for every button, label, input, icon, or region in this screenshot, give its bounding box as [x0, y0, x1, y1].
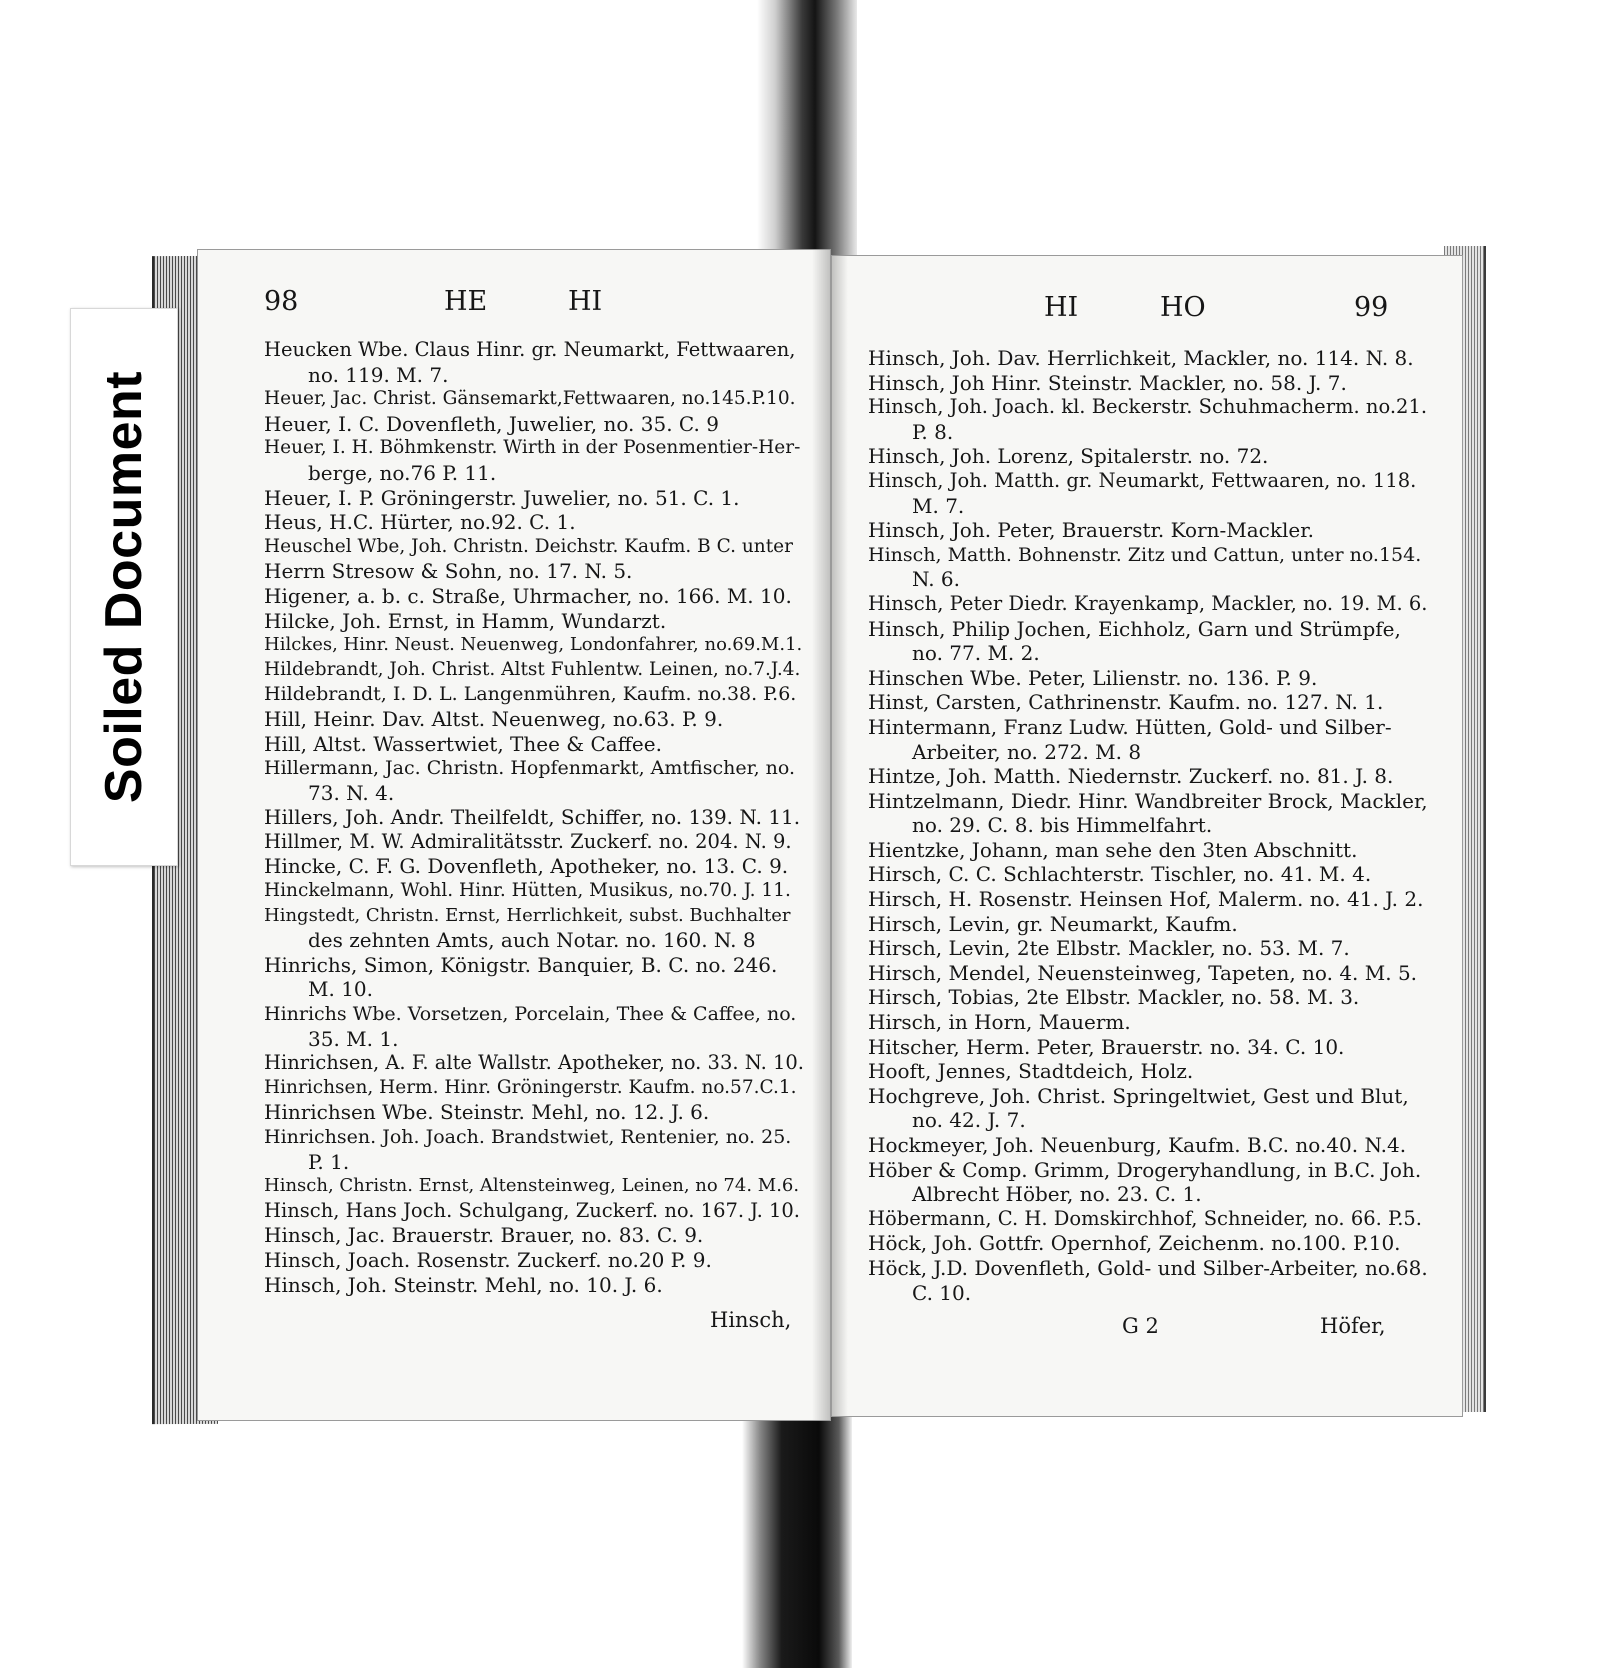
directory-line: Hirsch, C. C. Schlachterstr. Tischler, no. 41. M. 4.: [868, 862, 1372, 887]
gutter-shadow: [812, 250, 830, 1420]
directory-line: P. 1.: [308, 1149, 350, 1174]
directory-line: Hinsch, Joh. Joach. kl. Beckerstr. Schuhmacherm. no.21.: [868, 395, 1428, 419]
directory-line: berge, no.76 P. 11.: [308, 460, 497, 485]
directory-line: Hinsch, Peter Diedr. Krayenkamp, Mackler, no. 19. M. 6.: [868, 591, 1428, 615]
directory-line: Hill, Heinr. Dav. Altst. Neuenweg, no.63. P. 9.: [264, 706, 724, 731]
directory-line: Arbeiter, no. 272. M. 8: [912, 739, 1142, 764]
directory-line: Hinsch, Hans Joch. Schulgang, Zuckerf. no. 167. J. 10.: [264, 1198, 801, 1222]
catchword: Hinsch,: [710, 1308, 792, 1332]
gutter-shadow: [832, 256, 848, 1416]
right-page: [832, 256, 1462, 1416]
directory-line: no. 42. J. 7.: [912, 1108, 1026, 1133]
directory-line: Albrecht Höber, no. 23. C. 1.: [912, 1182, 1202, 1207]
directory-line: Hirsch, H. Rosenstr. Heinsen Hof, Malerm. no. 41. J. 2.: [868, 887, 1424, 912]
directory-line: Hintermann, Franz Ludw. Hütten, Gold- und Silber-: [868, 714, 1392, 739]
directory-line: M. 10.: [308, 977, 373, 1002]
right-page-header: [832, 292, 1462, 332]
soiled-document-stamp: [70, 308, 178, 866]
directory-line: 73. N. 4.: [308, 780, 395, 805]
running-head-start: HE: [444, 286, 488, 317]
directory-line: Heuer, I. H. Böhmkenstr. Wirth in der Posenmentier-Her-: [264, 437, 801, 459]
directory-line: Higener, a. b. c. Straße, Uhrmacher, no. 166. M. 10.: [264, 583, 792, 608]
directory-line: Hooft, Jennes, Stadtdeich, Holz.: [868, 1059, 1194, 1084]
directory-line: Hitscher, Herm. Peter, Brauerstr. no. 34. C. 10.: [868, 1034, 1345, 1059]
directory-line: Hinsch, Joh Hinr. Steinstr. Mackler, no. 58. J. 7.: [868, 370, 1347, 395]
directory-line: Hinsch, Joh. Steinstr. Mehl, no. 10. J. 6.: [264, 1272, 663, 1297]
directory-line: M. 7.: [912, 493, 965, 518]
directory-line: Hill, Altst. Wassertwiet, Thee & Caffee.: [264, 731, 662, 756]
directory-line: Hirsch, Mendel, Neuensteinweg, Tapeten, no. 4. M. 5.: [868, 960, 1418, 985]
directory-line: Hirsch, Tobias, 2te Elbstr. Mackler, no. 58. M. 3.: [868, 985, 1360, 1010]
directory-line: Heucken Wbe. Claus Hinr. gr. Neumarkt, Fettwaaren,: [264, 338, 796, 361]
book-spine-top: [757, 0, 857, 260]
directory-line: no. 29. C. 8. bis Himmelfahrt.: [912, 813, 1213, 838]
signature-mark: G 2: [1122, 1314, 1159, 1338]
directory-line: Hilcke, Joh. Ernst, in Hamm, Wundarzt.: [264, 608, 667, 633]
page-number: 98: [264, 286, 299, 317]
directory-line: Hinrichsen, A. F. alte Wallstr. Apotheker, no. 33. N. 10.: [264, 1051, 804, 1075]
directory-line: Hincke, C. F. G. Dovenfleth, Apotheker, no. 13. C. 9.: [264, 854, 789, 879]
directory-line: Hildebrandt, I. D. L. Langenmühren, Kaufm. no.38. P.6.: [264, 683, 797, 706]
directory-line: Herrn Stresow & Sohn, no. 17. N. 5.: [264, 559, 633, 584]
stamp-label: Soiled Document: [95, 370, 153, 804]
directory-line: Hinrichsen, Herm. Hinr. Gröningerstr. Kaufm. no.57.C.1.: [264, 1076, 797, 1098]
directory-line: Hildebrandt, Joh. Christ. Altst Fuhlentw. Leinen, no.7.J.4.: [264, 658, 801, 680]
directory-line: Hillers, Joh. Andr. Theilfeldt, Schiffer, no. 139. N. 11.: [264, 805, 801, 830]
directory-line: Heus, H.C. Hürter, no.92. C. 1.: [264, 510, 576, 535]
left-page: [198, 250, 830, 1420]
running-head-end: HI: [568, 286, 603, 317]
book-spine-bottom: [742, 1415, 852, 1668]
directory-line: Hinsch, Joach. Rosenstr. Zuckerf. no.20 P. 9.: [264, 1247, 712, 1272]
directory-line: Höber & Comp. Grimm, Drogeryhandlung, in B.C. Joh.: [868, 1157, 1422, 1182]
directory-line: Höck, Joh. Gottfr. Opernhof, Zeichenm. no.100. P.10.: [868, 1231, 1401, 1256]
directory-line: Hintze, Joh. Matth. Niedernstr. Zuckerf. no. 81. J. 8.: [868, 764, 1394, 789]
directory-line: N. 6.: [912, 567, 961, 592]
directory-line: no. 119. M. 7.: [308, 362, 449, 387]
directory-line: Hinrichsen. Joh. Joach. Brandstwiet, Rentenier, no. 25.: [264, 1126, 792, 1148]
directory-line: Hinsch, Joh. Dav. Herrlichkeit, Mackler, no. 114. N. 8.: [868, 346, 1414, 370]
directory-line: Hillermann, Jac. Christn. Hopfenmarkt, Amtfischer, no.: [264, 757, 796, 780]
running-head-start: HI: [1044, 292, 1079, 323]
directory-line: Hinsch, Joh. Peter, Brauerstr. Korn-Mackler.: [868, 518, 1314, 543]
directory-line: Hinsch, Philip Jochen, Eichholz, Garn und Strümpfe,: [868, 616, 1401, 641]
directory-line: Hintzelmann, Diedr. Hinr. Wandbreiter Brock, Mackler,: [868, 788, 1428, 813]
directory-line: Hirsch, Levin, 2te Elbstr. Mackler, no. 53. M. 7.: [868, 936, 1350, 961]
directory-line: Hinsch, Jac. Brauerstr. Brauer, no. 83. C. 9.: [264, 1223, 704, 1248]
left-page-header: [198, 286, 830, 326]
directory-line: Hinrichs, Simon, Königstr. Banquier, B. C. no. 246.: [264, 952, 778, 977]
directory-line: Hillmer, M. W. Admiralitätsstr. Zuckerf. no. 204. N. 9.: [264, 829, 792, 853]
directory-entries: [264, 338, 804, 1297]
directory-line: Hinsch, Joh. Lorenz, Spitalerstr. no. 72.: [868, 444, 1269, 469]
directory-line: Hochgreve, Joh. Christ. Springeltwiet, Gest und Blut,: [868, 1083, 1409, 1108]
directory-line: Hinsch, Christn. Ernst, Altensteinweg, Leinen, no 74. M.6.: [264, 1175, 800, 1197]
directory-line: P. 8.: [912, 419, 954, 444]
page-number: 99: [1354, 292, 1389, 323]
catchword: Höfer,: [1320, 1314, 1386, 1338]
directory-line: Hinrichsen Wbe. Steinstr. Mehl, no. 12. J. 6.: [264, 1100, 710, 1125]
directory-line: Heuer, Jac. Christ. Gänsemarkt,Fettwaaren, no.145.P.10.: [264, 388, 796, 410]
directory-line: Heuer, I. P. Gröningerstr. Juwelier, no. 51. C. 1.: [264, 485, 740, 510]
directory-line: Hilckes, Hinr. Neust. Neuenweg, Londonfahrer, no.69.M.1.: [264, 634, 803, 656]
directory-line: Höck, J.D. Dovenfleth, Gold- und Silber-Arbeiter, no.68.: [868, 1255, 1428, 1280]
directory-line: Hinckelmann, Wohl. Hinr. Hütten, Musikus, no.70. J. 11.: [264, 880, 791, 902]
directory-line: Höbermann, C. H. Domskirchhof, Schneider, no. 66. P.5.: [868, 1206, 1422, 1230]
directory-line: Hinsch, Joh. Matth. gr. Neumarkt, Fettwaaren, no. 118.: [868, 468, 1417, 492]
directory-line: Heuer, I. C. Dovenfleth, Juwelier, no. 35. C. 9: [264, 411, 719, 436]
directory-line: Hinsch, Matth. Bohnenstr. Zitz und Cattun, unter no.154.: [868, 543, 1422, 566]
running-head-end: HO: [1160, 292, 1206, 323]
directory-line: no. 77. M. 2.: [912, 641, 1040, 666]
directory-line: Hockmeyer, Joh. Neuenburg, Kaufm. B.C. no.40. N.4.: [868, 1133, 1407, 1157]
directory-line: Hientzke, Johann, man sehe den 3ten Abschnitt.: [868, 837, 1358, 862]
directory-line: Hinrichs Wbe. Vorsetzen, Porcelain, Thee & Caffee, no.: [264, 1003, 797, 1026]
directory-line: Hirsch, Levin, gr. Neumarkt, Kaufm.: [868, 911, 1238, 936]
directory-line: Heuschel Wbe, Joh. Christn. Deichstr. Kaufm. B C. unter: [264, 535, 793, 557]
directory-line: Hirsch, in Horn, Mauerm.: [868, 1010, 1131, 1035]
directory-line: Hingstedt, Christn. Ernst, Herrlichkeit, subst. Buchhalter: [264, 904, 791, 926]
directory-entries: [868, 346, 1428, 1305]
directory-line: 35. M. 1.: [308, 1026, 399, 1051]
directory-line: des zehnten Amts, auch Notar. no. 160. N. 8: [308, 928, 756, 953]
directory-line: C. 10.: [912, 1280, 972, 1305]
directory-line: Hinst, Carsten, Cathrinenstr. Kaufm. no. 127. N. 1.: [868, 690, 1384, 715]
directory-line: Hinschen Wbe. Peter, Lilienstr. no. 136. P. 9.: [868, 665, 1318, 690]
